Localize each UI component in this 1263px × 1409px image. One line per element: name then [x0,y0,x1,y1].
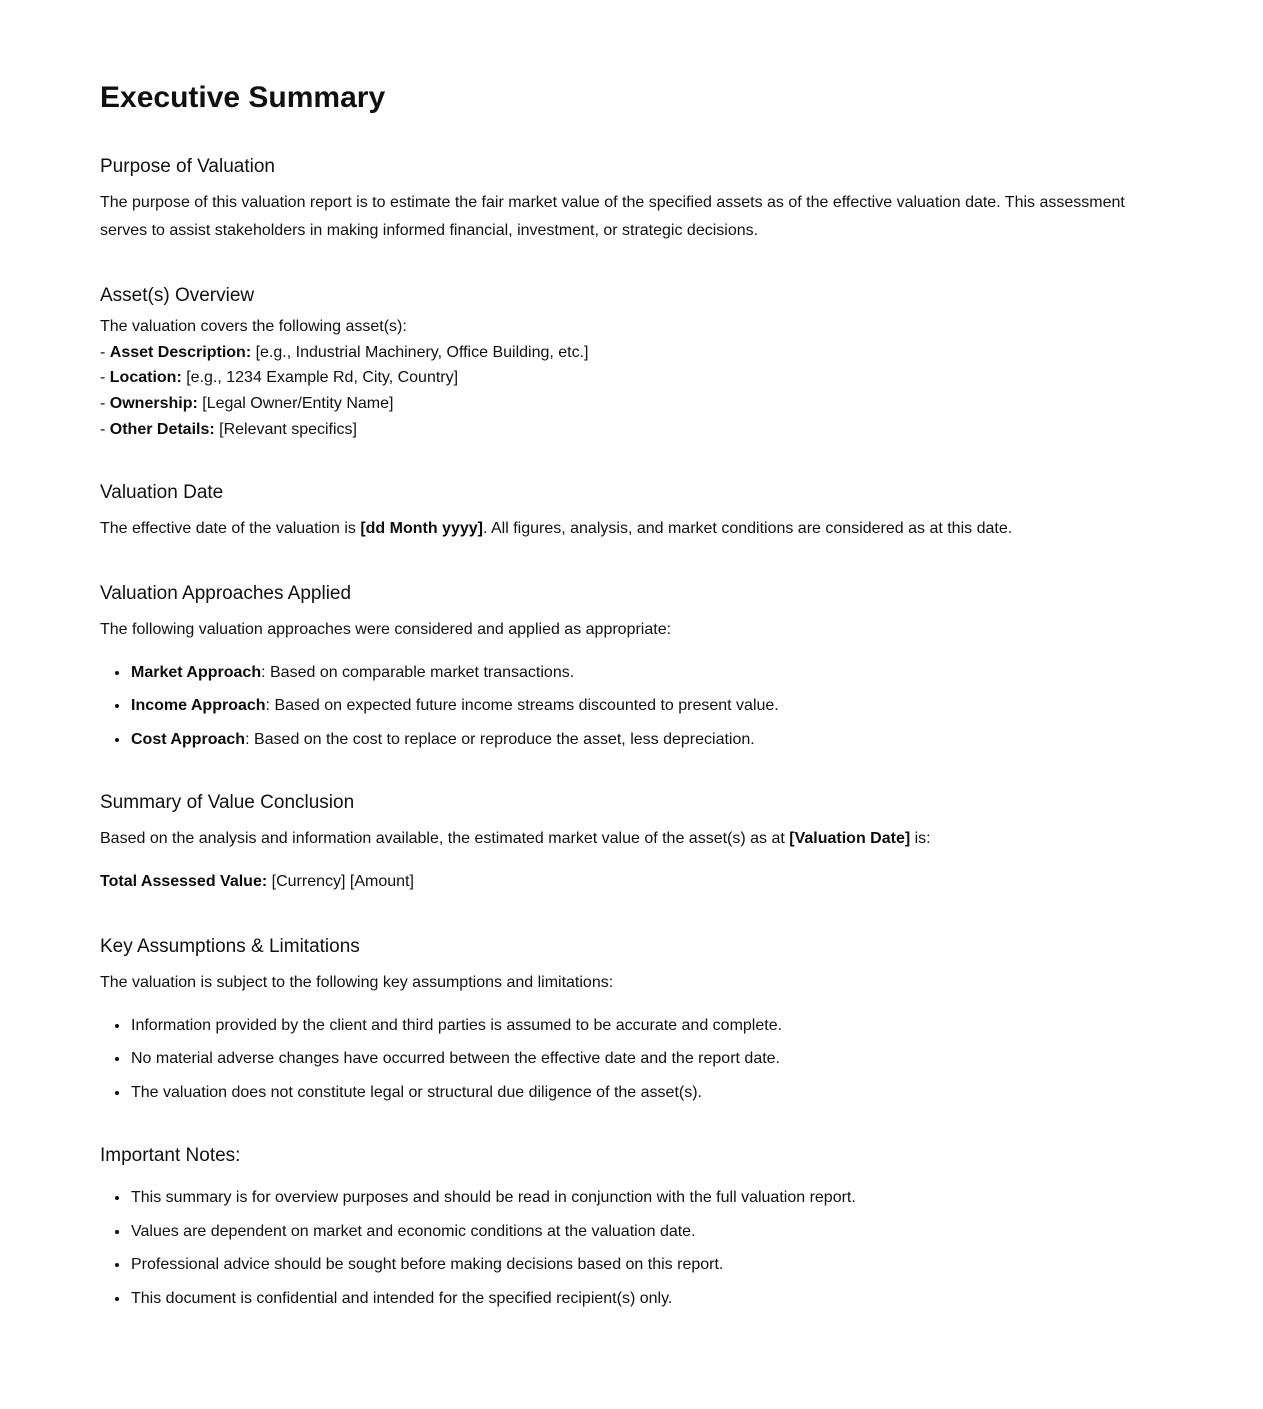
list-item [130,660,1130,686]
asset-item-other-details [100,417,1130,443]
assumption-text: The valuation does not constitute legal or structural due diligence of the asset(s). [131,1083,702,1101]
list-item [130,1046,1130,1072]
approaches-heading: Valuation Approaches Applied [100,582,352,604]
asset-item-description [100,340,1130,366]
dash-prefix: - [100,395,110,413]
notes-list [100,1185,1130,1311]
conclusion-text-before: Based on the analysis and information available, the estimated market value of the asset(s) as at [100,829,790,847]
assumption-text: No material adverse changes have occurred between the effective date and the report date. [131,1050,780,1068]
section-value-conclusion [100,790,1130,896]
total-assessed-value-label: Total Assessed Value: [100,872,268,890]
purpose-body: The purpose of this valuation report is to estimate the fair market value of the specified assets as of the effective valuation date. This assessment serves to assist stakeholders in making informed financial, investment, or strategic decisions. [100,193,1125,239]
valuation-date-text-after: . All figures, analysis, and market conditions are considered as at this date. [482,519,1013,537]
approaches-list [100,660,1130,753]
approach-description: : Based on expected future income streams discounted to present value. [265,697,779,715]
asset-item-label: Location: [109,369,182,387]
approach-description: : Based on comparable market transactions. [261,663,575,681]
section-assets-overview [100,283,1130,443]
asset-item-location [100,365,1130,391]
assumptions-intro: The valuation is subject to the following key assumptions and limitations: [100,973,614,991]
list-item [130,1080,1130,1106]
asset-item-value: [e.g., Industrial Machinery, Office Building, etc.] [251,343,589,361]
purpose-heading: Purpose of Valuation [100,156,275,177]
dash-prefix: - [100,420,110,438]
list-item [130,1013,1130,1039]
approaches-intro: The following valuation approaches were considered and applied as appropriate: [100,620,672,638]
list-item [130,1252,1130,1278]
assumptions-heading: Key Assumptions & Limitations [100,935,360,957]
approach-description: : Based on the cost to replace or reproduce the asset, less depreciation. [245,730,755,748]
asset-item-value: [e.g., 1234 Example Rd, City, Country] [181,369,459,387]
section-assumptions [100,934,1130,1105]
conclusion-text-after: is: [910,829,931,847]
approach-label: Cost Approach [131,730,246,748]
dash-prefix: - [100,343,110,361]
valuation-date-body [100,515,1130,543]
total-assessed-value-line [100,868,1130,896]
conclusion-body [100,825,1130,853]
section-important-notes [100,1143,1130,1311]
section-valuation-date [100,480,1130,543]
valuation-date-heading: Valuation Date [100,482,224,504]
asset-item-label: Ownership: [109,395,198,413]
notes-heading: Important Notes: [100,1145,241,1167]
total-assessed-value-placeholder: [Currency] [Amount] [267,872,414,890]
assets-intro: The valuation covers the following asset(s): [100,318,407,336]
conclusion-heading: Summary of Value Conclusion [100,792,355,814]
conclusion-date-placeholder: [Valuation Date] [789,829,911,847]
section-approaches [100,581,1130,752]
assumptions-list [100,1013,1130,1106]
list-item [130,1219,1130,1245]
note-text: Professional advice should be sought before making decisions based on this report. [131,1256,724,1274]
list-item [130,693,1130,719]
asset-item-value: [Legal Owner/Entity Name] [197,395,394,413]
valuation-date-text-before: The effective date of the valuation is [100,519,361,537]
approach-label: Income Approach [131,697,266,715]
dash-prefix: - [100,369,110,387]
asset-item-ownership [100,391,1130,417]
asset-item-label: Other Details: [109,420,215,438]
assets-heading: Asset(s) Overview [100,284,255,306]
valuation-date-placeholder: [dd Month yyyy] [360,519,483,537]
list-item [130,727,1130,753]
section-purpose [100,154,1130,245]
assumption-text: Information provided by the client and third parties is assumed to be accurate and complete. [131,1016,783,1034]
list-item [130,1286,1130,1312]
approach-label: Market Approach [131,663,262,681]
page-title: Executive Summary [100,81,386,114]
note-text: This summary is for overview purposes and should be read in conjunction with the full valuation report. [131,1189,856,1207]
list-item [130,1185,1130,1211]
asset-item-value: [Relevant specifics] [214,420,357,438]
note-text: Values are dependent on market and economic conditions at the valuation date. [131,1222,696,1240]
asset-item-label: Asset Description: [109,343,252,361]
note-text: This document is confidential and intended for the specified recipient(s) only. [131,1289,673,1307]
